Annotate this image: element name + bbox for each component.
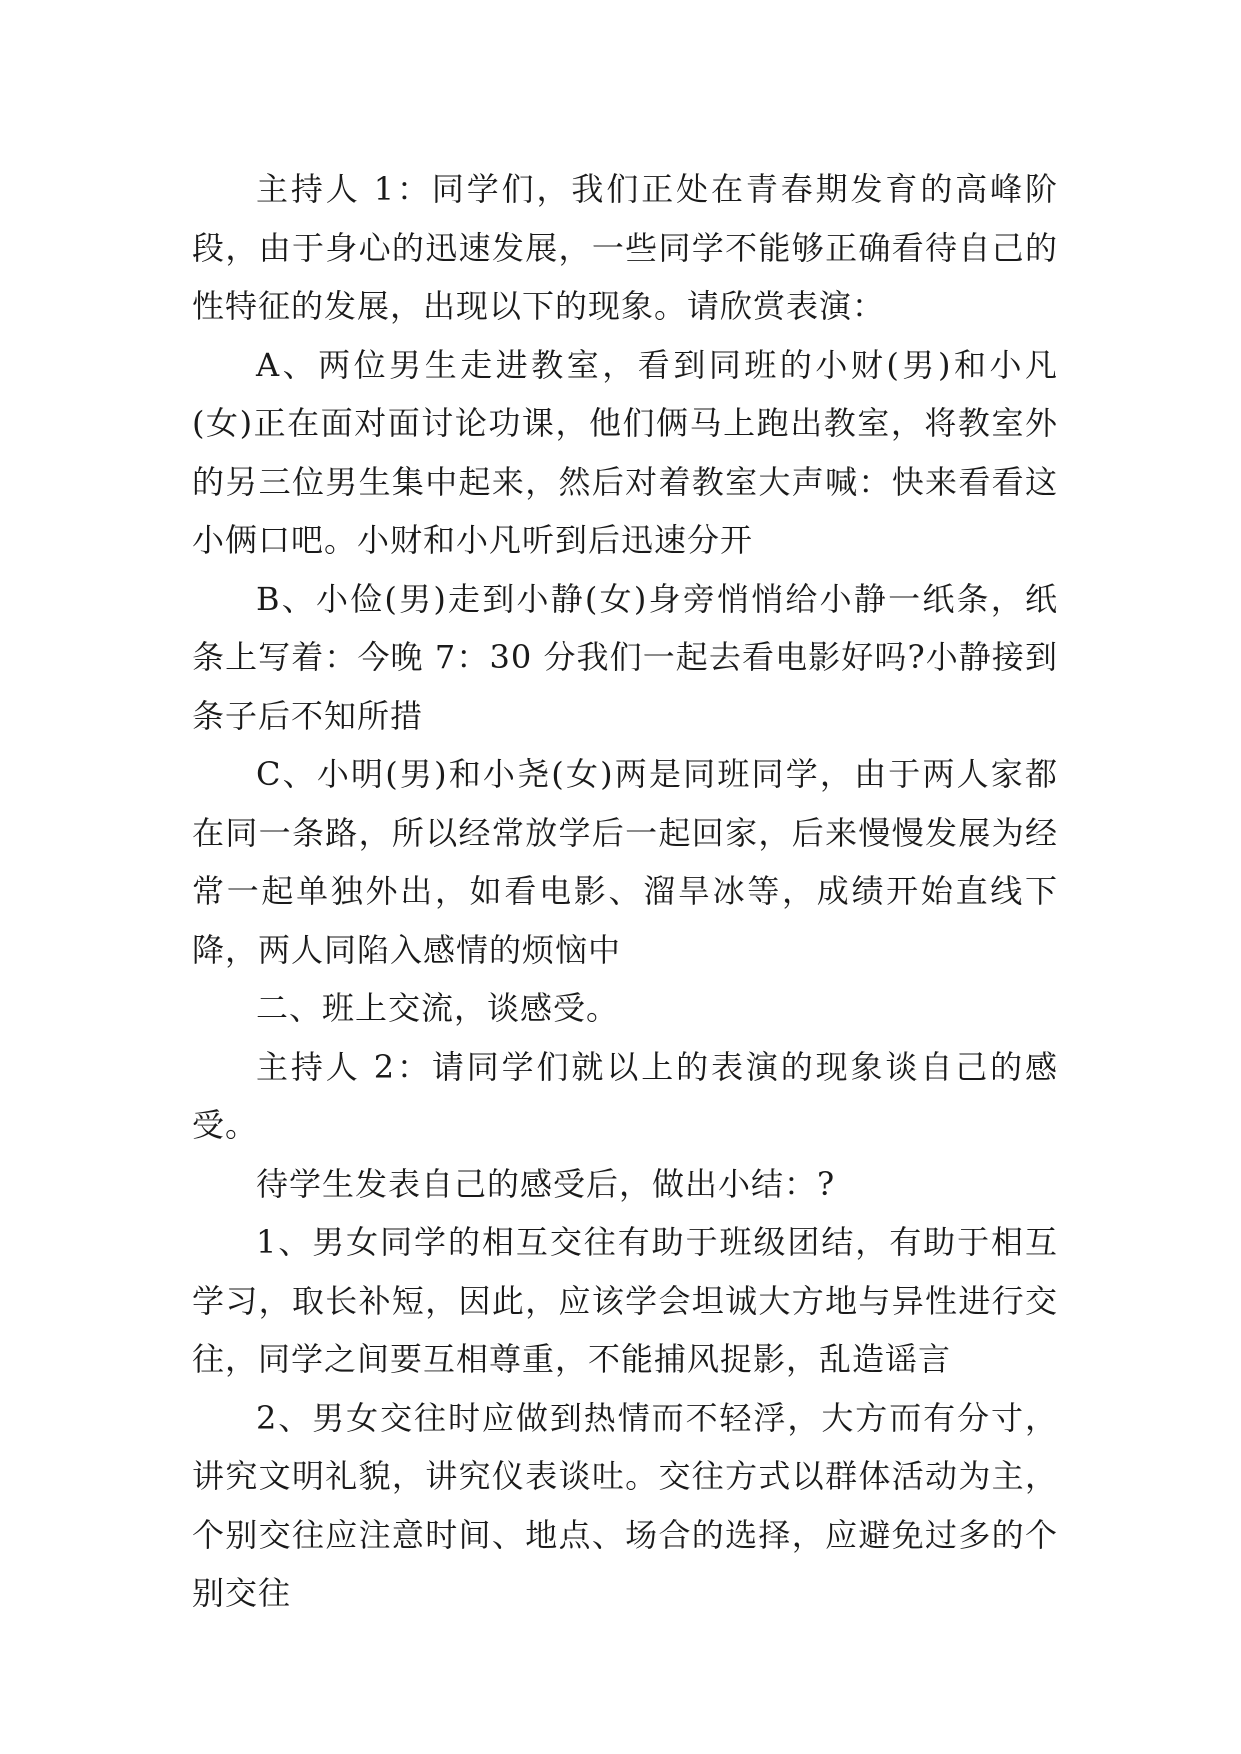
paragraph-scene-a: A、两位男生走进教室，看到同班的小财(男)和小凡(女)正在面对面讨论功课，他们俩马上跑出教室，将教室外的另三位男生集中起来，然后对着教室大声喊：快来看看这小俩口吧。小财和小凡听到后迅速分开 xyxy=(192,345,1058,559)
paragraph-scene-c: C、小明(男)和小尧(女)两是同班同学，由于两人家都在同一条路，所以经常放学后一起回家，后来慢慢发展为经常一起单独外出，如看电影、溜旱冰等，成绩开始直线下降，两人同陷入感情的烦恼中 xyxy=(192,755,1058,969)
paragraph-summary-intro: 待学生发表自己的感受后，做出小结：? xyxy=(256,1164,836,1203)
document-body xyxy=(192,160,1058,1623)
paragraph-host1-intro: 主持人 1：同学们，我们正处在青春期发育的高峰阶段，由于身心的迅速发展，一些同学不能够正确看待自己的性特征的发展，出现以下的现象。请欣赏表演： xyxy=(192,170,1058,325)
paragraph-scene-b: B、小俭(男)走到小静(女)身旁悄悄给小静一纸条，纸条上写着：今晚 7：30 分我们一起去看电影好吗?小静接到条子后不知所措 xyxy=(192,579,1058,735)
section-heading-exchange: 二、班上交流，谈感受。 xyxy=(256,989,620,1027)
paragraph-summary-point-2: 2、男女交往时应做到热情而不轻浮，大方而有分寸，讲究文明礼貌，讲究仪表谈吐。交往方式以群体活动为主，个别交往应注意时间、地点、场合的选择，应避免过多的个别交往 xyxy=(192,1398,1058,1612)
paragraph-host2: 主持人 2：请同学们就以上的表演的现象谈自己的感受。 xyxy=(192,1047,1058,1144)
paragraph-summary-point-1: 1、男女同学的相互交往有助于班级团结，有助于相互学习，取长补短，因此，应该学会坦诚大方地与异性进行交往，同学之间要互相尊重，不能捕风捉影，乱造谣言 xyxy=(192,1223,1058,1378)
